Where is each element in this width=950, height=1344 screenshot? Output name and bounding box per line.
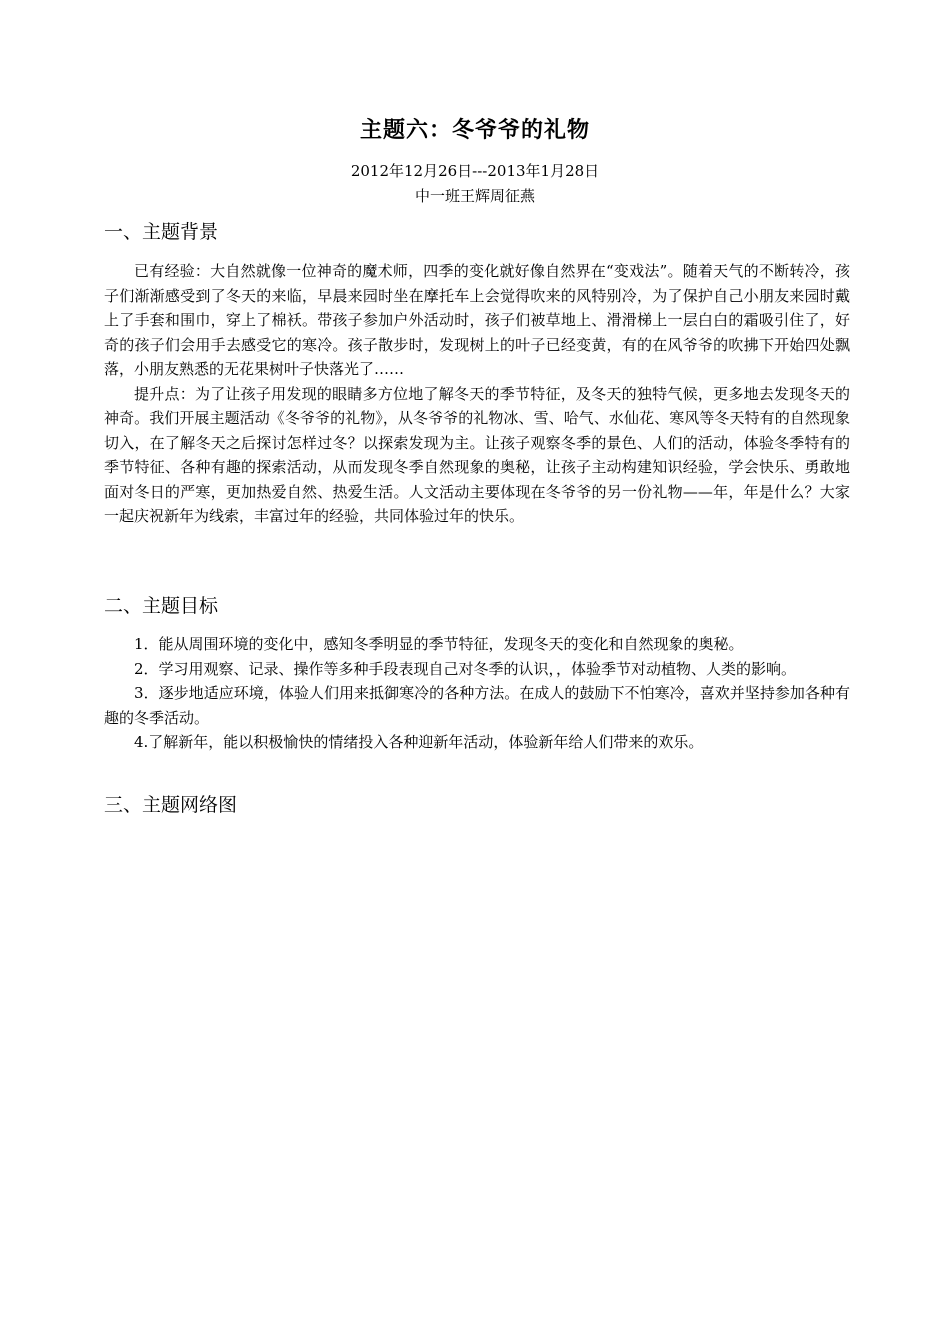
date-range: 2012年12月26日---2013年1月28日 — [350, 162, 600, 180]
authors: 中一班王辉周征燕 — [414, 187, 535, 205]
section-heading-network-diagram: 三、主题网络图 — [104, 794, 238, 816]
background-section-body — [104, 259, 850, 529]
paragraph-improvement-point: 提升点：为了让孩子用发现的眼睛多方位地了解冬天的季节特征，及冬天的独特气候，更多地去发现冬天的神奇。我们开展主题活动《冬爷爷的礼物》，从冬爷爷的礼物冰、雪、哈气、水仙花、寒风等冬天特有的自然现象切入，在了解冬天之后探讨怎样过冬？以探索发现为主。让孩子观察冬季的景色、人们的活动，体验冬季特有的季节特征、各种有趣的探索活动，从而发现冬季自然现象的奥秘，让孩子主动构建知识经验，学会快乐、勇敢地面对冬日的严寒，更加热爱自然、热爱生活。人文活动主要体现在冬爷爷的另一份礼物——年，年是什么？大家一起庆祝新年为线索，丰富过年的经验，共同体验过年的快乐。 — [104, 384, 850, 525]
goal-item: 1．能从周围环境的变化中，感知冬季明显的季节特征，发现冬天的变化和自然现象的奥秘。 — [134, 635, 744, 653]
paragraph-existing-experience: 已有经验：大自然就像一位神奇的魔术师，四季的变化就好像自然界在“变戏法”。随着天气的不断转冷，孩子们渐渐感受到了冬天的来临，早晨来园时坐在摩托车上会觉得吹来的风特别冷，为了保护自己小朋友来园时戴上了手套和围巾，穿上了棉袄。带孩子参加户外活动时，孩子们被草地上、滑滑梯上一层白白的霜吸引住了，好奇的孩子们会用手去感受它的寒冷。孩子散步时，发现树上的叶子已经变黄，有的在风爷爷的吹拂下开始四处飘落，小朋友熟悉的无花果树叶子快落光了…… — [104, 262, 850, 378]
goal-item: 4.了解新年，能以积极愉快的情绪投入各种迎新年活动，体验新年给人们带来的欢乐。 — [134, 733, 704, 751]
section-heading-goals: 二、主题目标 — [104, 595, 219, 617]
goal-item: 3．逐步地适应环境，体验人们用来抵御寒冷的各种方法。在成人的鼓励下不怕寒冷，喜欢并坚持参加各种有趣的冬季活动。 — [104, 684, 850, 727]
document-title: 主题六：冬爷爷的礼物 — [359, 118, 590, 143]
goal-item: 2．学习用观察、记录、操作等多种手段表现自己对冬季的认识，，体验季节对动植物、人类的影响。 — [134, 659, 797, 678]
goals-list — [104, 632, 850, 755]
section-heading-background: 一、主题背景 — [104, 221, 219, 243]
